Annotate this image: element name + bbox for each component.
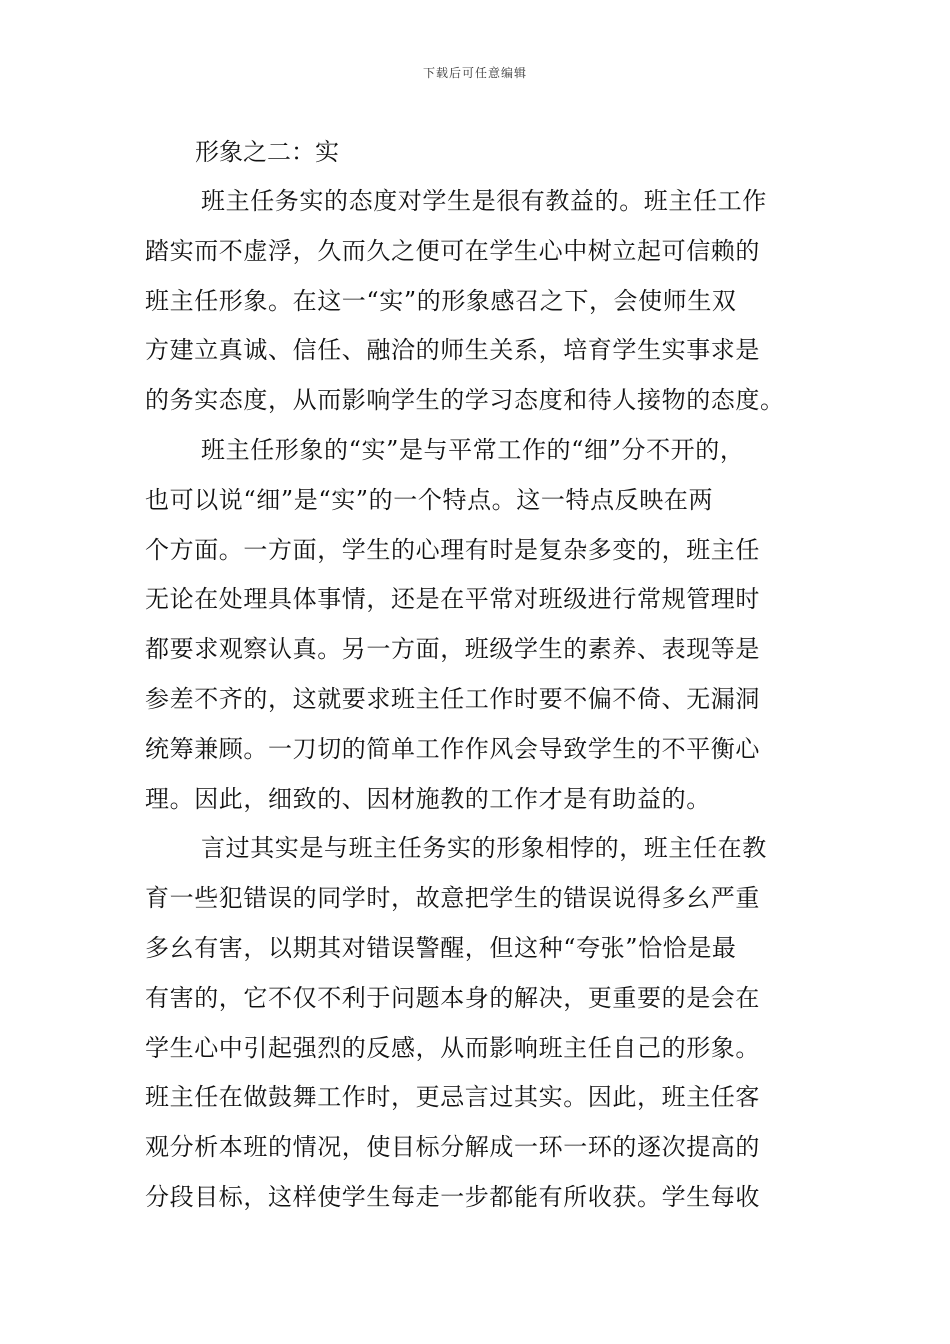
paragraph-line: 都要求观察认真。另一方面，班级学生的素养、表现等是: [145, 635, 760, 664]
paragraph-line: 班主任在做鼓舞工作时，更忌言过其实。因此，班主任客: [145, 1083, 760, 1112]
document-body: [145, 127, 810, 1223]
paragraph-line: 言过其实是与班主任务实的形象相悖的，班主任在教: [201, 834, 767, 863]
paragraph-2: [145, 426, 810, 824]
paragraph-line: 个方面。一方面，学生的心理有时是复杂多变的，班主任: [145, 535, 760, 564]
paragraph-line: 多幺有害，以期其对错误警醒，但这种“夸张”恰恰是最: [145, 933, 737, 962]
paragraph-line: 学生心中引起强烈的反感，从而影响班主任自己的形象。: [145, 1033, 760, 1062]
paragraph-3: [145, 824, 810, 1222]
paragraph-line: 统筹兼顾。一刀切的简单工作作风会导致学生的不平衡心: [145, 734, 760, 763]
paragraph-line: 有害的，它不仅不利于问题本身的解决，更重要的是会在: [145, 983, 760, 1012]
paragraph-line: 育一些犯错误的同学时，故意把学生的错误说得多幺严重: [145, 884, 760, 913]
paragraph-line: 的务实态度，从而影响学生的学习态度和待人接物的态度。: [145, 386, 785, 415]
paragraph-line: 参差不齐的，这就要求班主任工作时要不偏不倚、无漏洞: [145, 684, 760, 713]
header-note: 下载后可任意编辑: [422, 66, 527, 80]
paragraph-line: 班主任务实的态度对学生是很有教益的。班主任工作: [201, 187, 767, 215]
paragraph-line: 也可以说“细”是“实”的一个特点。这一特点反映在两: [145, 485, 714, 514]
paragraph-line: 无论在处理具体事情，还是在平常对班级进行常规管理时: [145, 585, 760, 614]
paragraph-line: 分段目标，这样使学生每走一步都能有所收获。学生每收: [145, 1182, 760, 1211]
paragraph-line: 理。因此，细致的、因材施教的工作才是有助益的。: [145, 784, 711, 813]
paragraph-line: 班主任形象的“实”是与平常工作的“细”分不开的，: [201, 435, 745, 464]
paragraph-line: 观分析本班的情况，使目标分解成一环一环的逐次提高的: [145, 1133, 760, 1162]
paragraph-line: 班主任形象。在这一“实”的形象感召之下，会使师生双: [145, 286, 737, 315]
paragraph-1: [145, 177, 810, 426]
paragraph-line: 方建立真诚、信任、融洽的师生关系，培育学生实事求是: [145, 336, 760, 365]
section-heading: 形象之二：实: [195, 138, 339, 166]
paragraph-line: 踏实而不虚浮，久而久之便可在学生心中树立起可信赖的: [145, 236, 760, 265]
